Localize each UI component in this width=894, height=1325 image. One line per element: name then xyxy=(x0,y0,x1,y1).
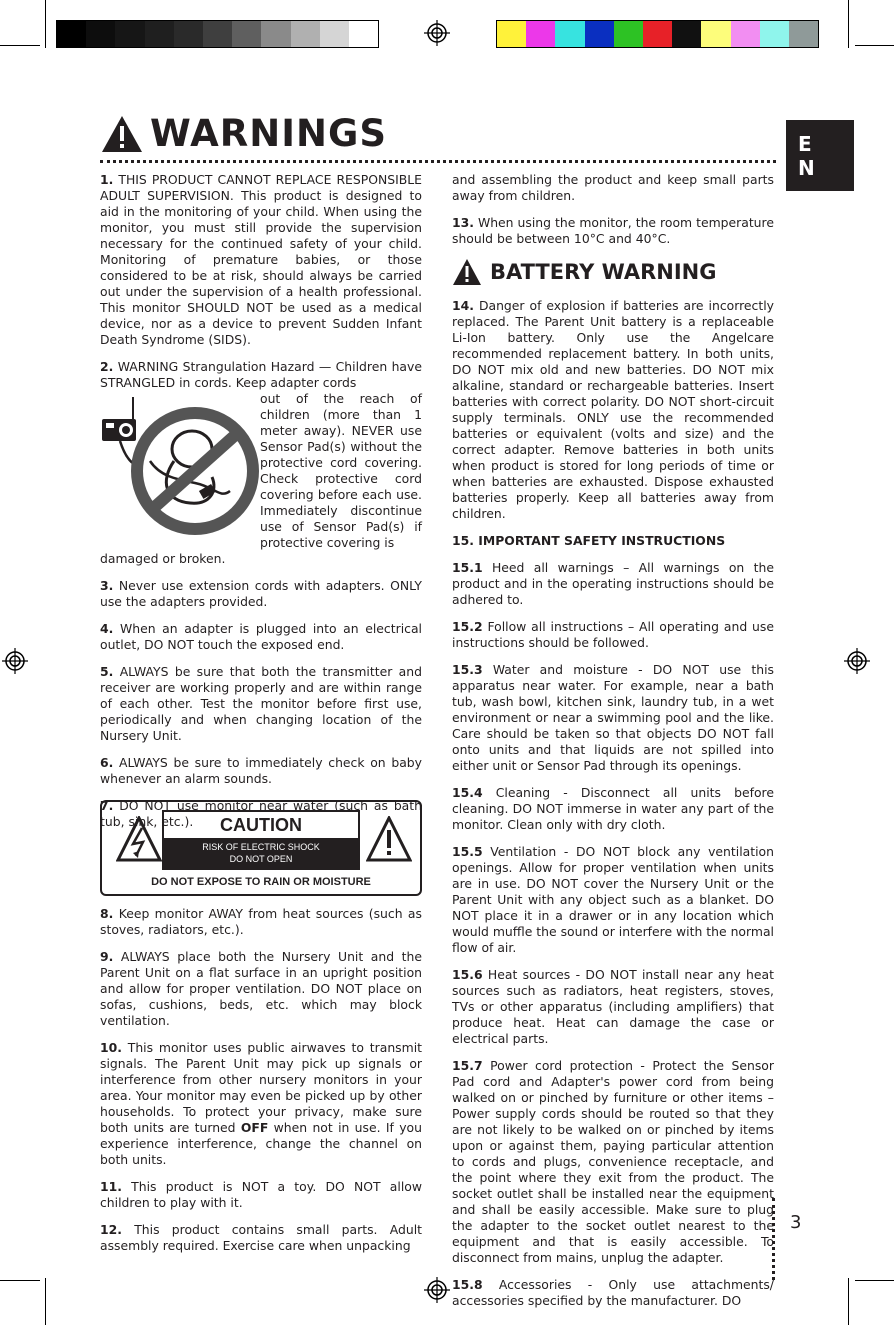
item-text: Danger of explosion if batteries are incorrectly replaced. The Parent Unit battery is a replaceable Li-Ion battery. Only use the Angelcare recommended replacement battery. In both units, DO NOT mix old and new batteries. DO NOT mix alkaline, standard or rechargeable batteries. Insert batteries with correct polarity. DO NOT short-circuit supply terminals. ONLY use the recommended batteries or equivalent (volts and size) and the correct adapter. Remove batteries in both units when product is stored for long periods of time or when batteries are exhausted. Dispose exhausted batteries properly. Keep all batteries away from children. xyxy=(452,298,774,521)
item-number: 2. xyxy=(100,359,114,374)
left-column-lower xyxy=(100,906,422,1265)
battery-warning-heading xyxy=(452,258,774,286)
color-swatch xyxy=(497,21,526,47)
registration-mark-icon xyxy=(424,1277,450,1303)
item-number: 15.1 xyxy=(452,560,483,575)
instruction-15-1 xyxy=(452,560,774,608)
warning-3 xyxy=(100,578,422,610)
color-swatch xyxy=(643,21,672,47)
instruction-15-4 xyxy=(452,785,774,833)
item-number: 15.6 xyxy=(452,967,483,982)
color-swatch xyxy=(555,21,584,47)
item-number: 3. xyxy=(100,578,114,593)
safety-instructions-heading: 15. IMPORTANT SAFETY INSTRUCTIONS xyxy=(452,533,726,548)
item-number: 12. xyxy=(100,1222,122,1237)
crop-mark xyxy=(848,1278,849,1325)
warning-10 xyxy=(100,1040,422,1168)
crop-mark xyxy=(855,45,894,46)
item-text: Heed all warnings – All warnings on the product and in the operating instructions should be adhered to. xyxy=(452,560,774,607)
color-swatch xyxy=(760,21,789,47)
color-swatch xyxy=(86,21,115,47)
color-swatch xyxy=(526,21,555,47)
color-swatch xyxy=(672,21,701,47)
exclamation-triangle-icon xyxy=(366,816,412,862)
warning-13 xyxy=(452,215,774,247)
item-text: Keep monitor AWAY from heat sources (such as stoves, radiators, etc.). xyxy=(100,906,422,937)
crop-mark xyxy=(0,1280,40,1281)
strangulation-illustration xyxy=(100,391,260,551)
language-tab-letter: E xyxy=(798,132,812,156)
item-text: This product contains small parts. Adult assembly required. Exercise care when unpacking xyxy=(100,1222,422,1253)
item-number: 5. xyxy=(100,664,114,679)
item-text: THIS PRODUCT CANNOT REPLACE RESPONSIBLE ADULT SUPERVISION. This product is designed to aid in the monitoring of your child. When using the monitor, you must still provide the supervision necessary for the continued safety of your child. Monitoring of premature babies, or those considered to be at risk, should always be carried out under the supervision of a health professional. This monitor SHOULD NOT be used as a medical device, nor as a device to prevent Sudden Infant Death Syndrome (SIDS). xyxy=(100,172,422,347)
instruction-15-7 xyxy=(452,1058,774,1266)
item-text: Power cord protection - Protect the Sensor Pad cord and Adapter's power cord from being walked on or pinched by furniture or other items – Power supply cords should be routed so that they are not likely to be walked on or pinched by items upon or against them, paying particular attention to cords and plugs, convenience receptacle, and the point where they exit from the product. The socket outlet shall be installed near the equipment and shall be easily accessible. Make sure to plug the adapter to the socket outlet nearest to the equipment and that is easily accessible. To disconnect from mains, unplug the adapter. xyxy=(452,1058,774,1265)
title-divider xyxy=(100,160,776,163)
page-number-divider xyxy=(772,1198,775,1280)
item-number: 9. xyxy=(100,949,114,964)
warning-1 xyxy=(100,172,422,348)
item-text: Follow all instructions – All operating and use instructions should be followed. xyxy=(452,619,774,650)
warning-2 xyxy=(100,359,422,391)
no-cord-baby-icon xyxy=(100,391,260,551)
item-text: WARNING Strangulation Hazard — Children have STRANGLED in cords. Keep adapter cords xyxy=(100,359,422,390)
item-number: 6. xyxy=(100,755,114,770)
warning-triangle-icon xyxy=(452,258,482,286)
color-swatch xyxy=(291,21,320,47)
crop-mark xyxy=(848,0,849,48)
color-swatch xyxy=(349,21,378,47)
item-text: Accessories - Only use attachments/ accessories specified by the manufacturer. DO xyxy=(452,1277,774,1308)
item-text: Water and moisture - DO NOT use this apparatus near water. For example, near a bath tub, wash bowl, kitchen sink, laundry tub, in a wet environment or near a swimming pool and the like. Care should be taken so that objects DO NOT fall onto units and that liquids are not spilled into either unit or Sensor Pad through its openings. xyxy=(452,662,774,773)
item-number: 15.5 xyxy=(452,844,483,859)
item-number: 15.2 xyxy=(452,619,483,634)
item-text: This product is NOT a toy. DO NOT allow children to play with it. xyxy=(100,1179,422,1210)
warning-5 xyxy=(100,664,422,744)
warning-4 xyxy=(100,621,422,653)
battery-heading-text: BATTERY WARNING xyxy=(490,260,717,284)
instruction-15-3 xyxy=(452,662,774,774)
instruction-15-5 xyxy=(452,844,774,956)
left-column xyxy=(100,172,422,841)
color-swatch xyxy=(731,21,760,47)
item-text: Ventilation - DO NOT block any ventilation openings. Allow for proper ventilation when units are in use. DO NOT cover the Nursery Unit or the Parent Unit with any object such as a blanket. DO NOT place it in a drawer or in any location which would muffle the sound or interfere with the normal flow of air. xyxy=(452,844,774,955)
caution-label xyxy=(100,800,422,896)
item-number: 10. xyxy=(100,1040,122,1055)
item-text: ALWAYS be sure that both the transmitter and receiver are working properly and are within range of each other. Test the monitor before first use, periodically and when changing location of the Nursery Unit. xyxy=(100,664,422,743)
warning-14 xyxy=(452,298,774,522)
item-number: 15.7 xyxy=(452,1058,483,1073)
color-swatch xyxy=(585,21,614,47)
warning-12 xyxy=(100,1222,422,1254)
item-text: Never use extension cords with adapters. ONLY use the adapters provided. xyxy=(100,578,422,609)
item-text: damaged or broken. xyxy=(100,551,226,566)
color-swatch xyxy=(57,21,86,47)
item-number: 11. xyxy=(100,1179,122,1194)
warning-8 xyxy=(100,906,422,938)
warning-9 xyxy=(100,949,422,1029)
item-number: 4. xyxy=(100,621,114,636)
page-title xyxy=(100,112,387,155)
warning-6 xyxy=(100,755,422,787)
item-text: out of the reach of children (more than 1 meter away). NEVER use Sensor Pad(s) without the protective cord covering. Check protective cord covering before each use. Immediately discontinue use of Sensor Pad(s) if protective covering is xyxy=(260,391,422,550)
item-number: 15.8 xyxy=(452,1277,483,1292)
crop-mark xyxy=(45,0,46,48)
caution-shock-panel xyxy=(164,838,358,868)
color-swatch xyxy=(232,21,261,47)
instruction-15-8 xyxy=(452,1277,774,1309)
caution-bottom-text: DO NOT EXPOSE TO RAIN OR MOISTURE xyxy=(151,876,371,888)
color-swatch xyxy=(701,21,730,47)
caution-title: CAUTION xyxy=(220,815,302,835)
language-tab xyxy=(786,120,854,191)
item-text: when not in use. If you experience interference, change the channel on both units. xyxy=(100,1120,422,1167)
right-column xyxy=(452,172,774,1320)
grayscale-color-bar xyxy=(56,20,379,48)
item-text: When an adapter is plugged into an electrical outlet, DO NOT touch the exposed end. xyxy=(100,621,422,652)
cmyk-color-bar xyxy=(496,20,819,48)
crop-mark xyxy=(855,1280,894,1281)
item-text-bold: OFF xyxy=(240,1120,269,1135)
item-text: and assembling the product and keep small parts away from children. xyxy=(452,172,774,203)
color-swatch xyxy=(174,21,203,47)
item-number: 8. xyxy=(100,906,114,921)
color-swatch xyxy=(261,21,290,47)
item-number: 13. xyxy=(452,215,474,230)
item-text: When using the monitor, the room temperature should be between 10°C and 40°C. xyxy=(452,215,774,246)
item-number: 1. xyxy=(100,172,114,187)
page-number: 3 xyxy=(790,1212,802,1233)
item-number: 7. xyxy=(100,798,114,813)
color-swatch xyxy=(115,21,144,47)
warning-11 xyxy=(100,1179,422,1211)
item-text: ALWAYS place both the Nursery Unit and the Parent Unit on a flat surface in an upright position and allow for proper ventilation. DO NOT place on sofas, cushions, beds, etc. which may block ventilation. xyxy=(100,949,422,1028)
color-swatch xyxy=(789,21,818,47)
item-text: DO NOT use monitor near water (such as bath tub, sink, etc.). xyxy=(100,798,422,829)
crop-mark xyxy=(45,1278,46,1325)
instruction-15-2 xyxy=(452,619,774,651)
page-title-text: WARNINGS xyxy=(150,112,387,155)
item-text: This monitor uses public airwaves to transmit signals. The Parent Unit may pick up signals or interference from other nursery monitors in your area. Your monitor may even be picked up by other households. To protect your privacy, make sure both units are turned xyxy=(100,1040,422,1135)
item-text: ALWAYS be sure to immediately check on baby whenever an alarm sounds. xyxy=(100,755,422,786)
registration-mark-icon xyxy=(2,648,28,674)
caution-line: DO NOT OPEN xyxy=(229,854,293,864)
item-text: Heat sources - DO NOT install near any heat sources such as radiators, heat registers, stoves, TVs or other apparatus (including amplifiers) that produce heat. Heat can damage the case or electrical parts. xyxy=(452,967,774,1046)
registration-mark-icon xyxy=(424,20,450,46)
item-number: 15.4 xyxy=(452,785,483,800)
crop-mark xyxy=(0,45,40,46)
warning-triangle-icon xyxy=(100,114,144,154)
caution-line: RISK OF ELECTRIC SHOCK xyxy=(202,842,320,852)
strangulation-block xyxy=(100,391,422,551)
registration-mark-icon xyxy=(844,648,870,674)
language-tab-letter: N xyxy=(798,156,815,180)
caution-box xyxy=(162,810,360,870)
item-number: 15.3 xyxy=(452,662,483,677)
instruction-15-6 xyxy=(452,967,774,1047)
electric-shock-icon xyxy=(116,816,162,862)
color-swatch xyxy=(145,21,174,47)
item-number: 14. xyxy=(452,298,474,313)
color-swatch xyxy=(320,21,349,47)
item-text: Cleaning - Disconnect all units before cleaning. DO NOT immerse in water any part of the monitor. Clean only with dry cloth. xyxy=(452,785,774,832)
color-swatch xyxy=(614,21,643,47)
color-swatch xyxy=(203,21,232,47)
